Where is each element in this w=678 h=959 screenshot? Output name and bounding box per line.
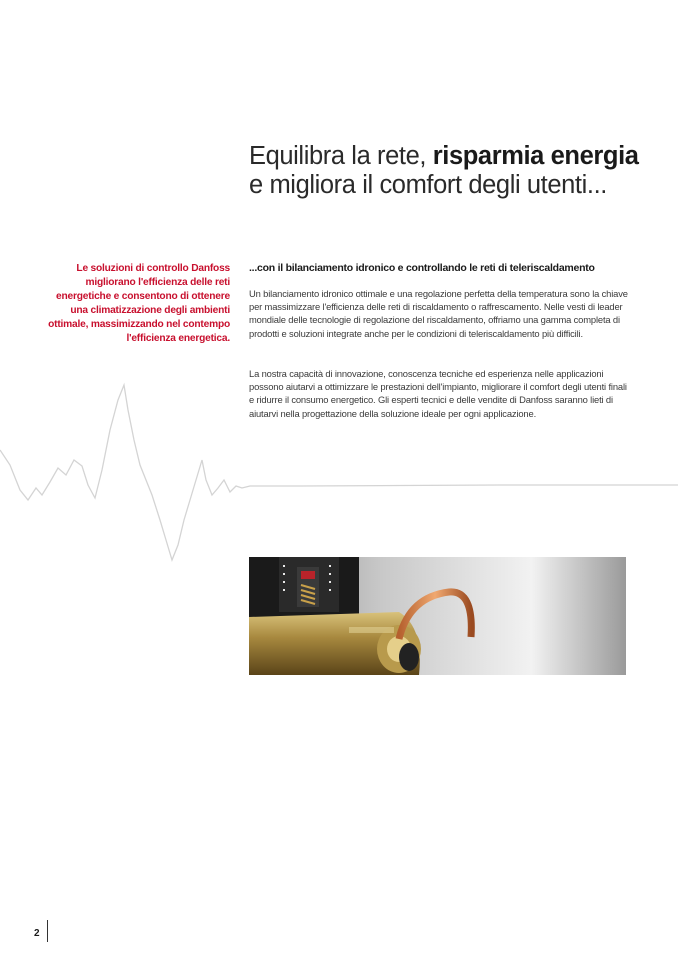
page-headline [249, 142, 649, 200]
product-photo-valve [249, 557, 626, 675]
section-subheading: ...con il bilanciamento idronico e controllando le reti di teleriscaldamento [249, 262, 595, 274]
headline-bold: risparmia energia [432, 142, 639, 170]
decorative-wave-line [0, 370, 678, 570]
sidebar-quote: Le soluzioni di controllo Danfoss migliorano l'efficienza delle reti energetiche e consentono di ottenere una climatizzazione degli ambienti ottimale, massimizzando nel contempo l'efficienza energetica. [48, 263, 230, 344]
body-paragraph-2: La nostra capacità di innovazione, conoscenza tecniche ed esperienza nelle applicazioni possono aiutarvi a ottimizzare le prestazioni dell'impianto, migliorare il comfort degli utenti finali e ridurre il consumo energetico. Gli esperti tecnici e delle vendite di Danfoss saranno lieti di aiutarvi nella progettazione della soluzione ideale per ogni applicazione. [249, 368, 627, 419]
headline-part2: e migliora il comfort degli utenti... [249, 171, 607, 199]
page-number-divider [47, 920, 48, 942]
page-number: 2 [34, 928, 40, 939]
headline-part1: Equilibra la rete, [249, 142, 433, 170]
body-paragraph-1: Un bilanciamento idronico ottimale e una regolazione perfetta della temperatura sono la chiave per massimizzare l'efficienza delle reti di riscaldamento o raffrescamento. Nelle vesti di leader mondiale delle tecnologie di regolazione del riscaldamento, offriamo una gamma completa di prodotti e soluzioni integrate anche per le condizioni di teleriscaldamento più difficili. [249, 288, 628, 339]
